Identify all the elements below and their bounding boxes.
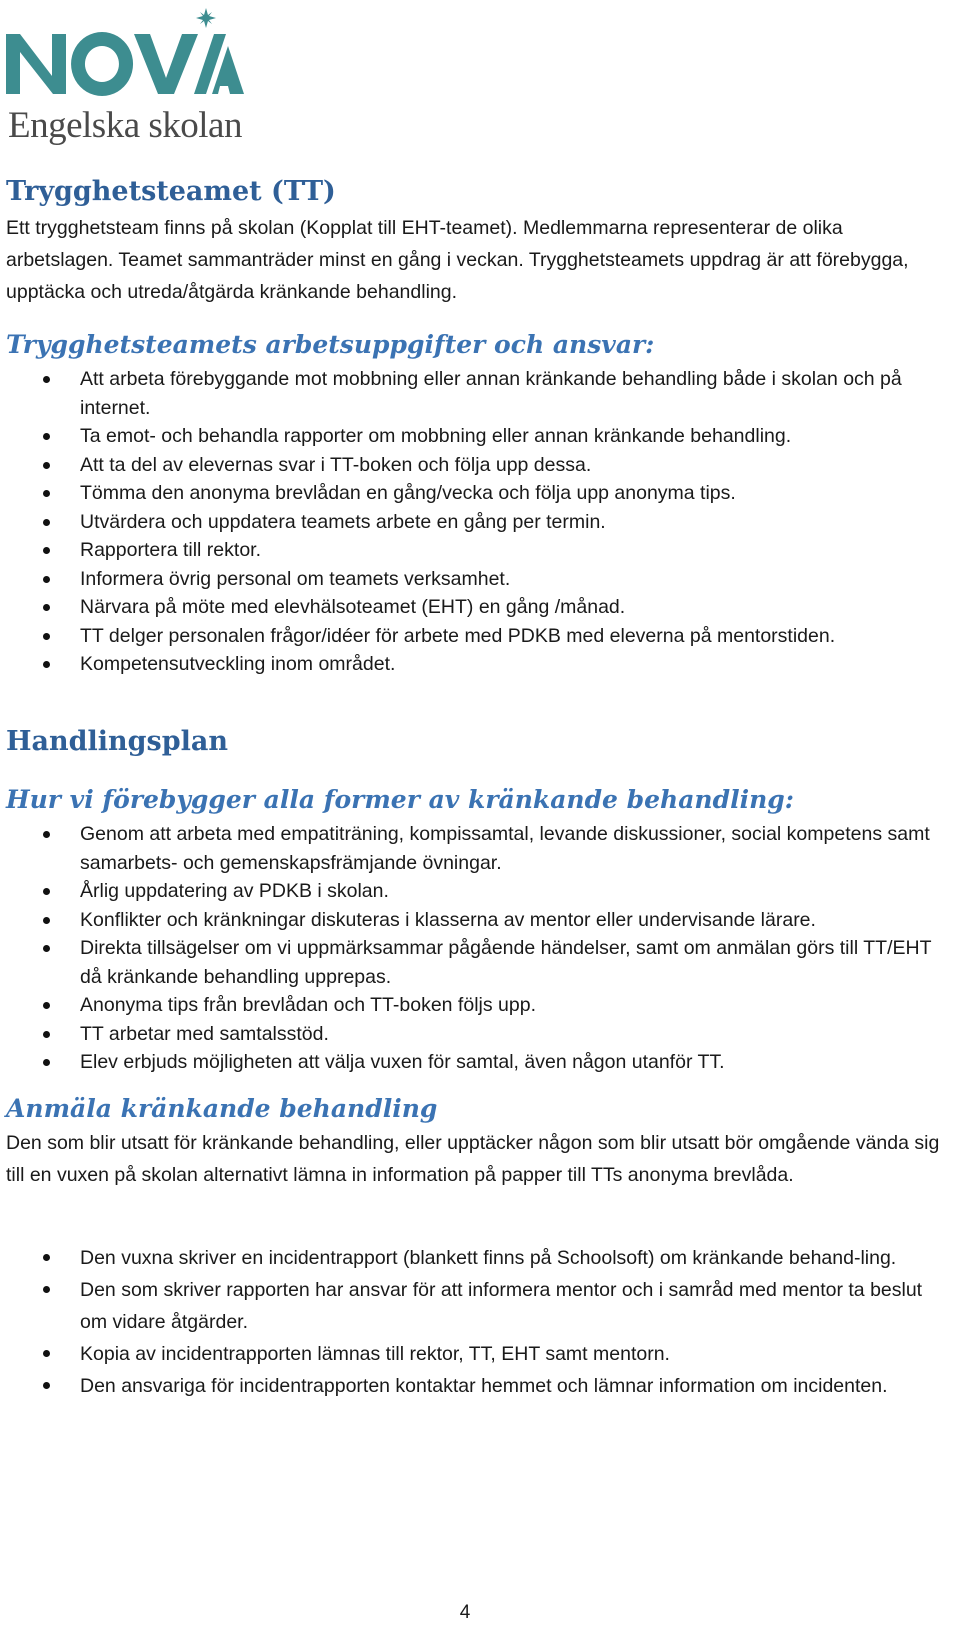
list-item: Utvärdera och uppdatera teamets arbete en gång per termin. [0,508,950,537]
list-item: Rapportera till rektor. [0,536,950,565]
novia-logo-mark [4,4,254,104]
list-item: Tömma den anonyma brevlådan en gång/vecka och följa upp anonyma tips. [0,479,950,508]
section-heading-prevention: Hur vi förebygger alla former av kränkande behandling: [6,785,794,814]
section-heading-report: Anmäla kränkande behandling [6,1094,438,1123]
section-heading-duties: Trygghetsteamets arbetsuppgifter och ansvar: [6,330,655,359]
list-item: Genom att arbeta med empatiträning, kompissamtal, levande diskussioner, social kompetens samt samarbets- och gemenskapsfrämjande övningar. [0,820,950,877]
list-item: Anonyma tips från brevlådan och TT-boken följs upp. [0,991,950,1020]
prevention-list [0,820,950,1077]
list-item: TT delger personalen frågor/idéer för arbete med PDKB med eleverna på mentorstiden. [0,622,950,651]
list-item: Närvara på möte med elevhälsoteamet (EHT) en gång /månad. [0,593,950,622]
list-item: Att ta del av elevernas svar i TT-boken och följa upp dessa. [0,451,950,480]
section-heading-tt: Trygghetsteamet (TT) [6,176,336,207]
list-item: Den vuxna skriver en incidentrapport (blankett finns på Schoolsoft) om kränkande behand-ling. [0,1242,950,1274]
tt-intro-paragraph: Ett trygghetsteam finns på skolan (Kopplat till EHT-teamet). Medlemmarna representerar de olika arbetslagen. Teamet sammanträder minst en gång i veckan. Trygghetsteamets uppdrag är att förebygga, upptäcka och utreda/åtgärda kränkande behandling. [6,217,909,303]
list-item: Direkta tillsägelser om vi uppmärksammar pågående händelser, samt om anmälan görs till TT/EHT då kränkande behandling upprepas. [0,934,950,991]
list-item: Informera övrig personal om teamets verksamhet. [0,565,950,594]
list-item: Att arbeta förebyggande mot mobbning eller annan kränkande behandling både i skolan och på internet. [0,365,950,422]
list-item: Den som skriver rapporten har ansvar för att informera mentor och i samråd med mentor ta beslut om vidare åtgärder. [0,1274,950,1338]
list-item: Den ansvariga för incidentrapporten kontaktar hemmet och lämnar information om incidenten. [0,1370,950,1402]
list-item: TT arbetar med samtalsstöd. [0,1020,950,1049]
list-item: Kopia av incidentrapporten lämnas till rektor, TT, EHT samt mentorn. [0,1338,950,1370]
section-heading-action-plan: Handlingsplan [6,726,228,757]
report-list [0,1242,950,1402]
report-paragraph: Den som blir utsatt för kränkande behandling, eller upptäcker någon som blir utsatt bör omgående vända sig till en vuxen på skolan alternativt lämna in information på papper till TTs anonyma brevlåda. [6,1132,940,1186]
list-item: Ta emot- och behandla rapporter om mobbning eller annan kränkande behandling. [0,422,950,451]
list-item: Elev erbjuds möjligheten att välja vuxen för samtal, även någon utanför TT. [0,1048,950,1077]
page-number: 4 [459,1602,471,1623]
duties-list [0,365,950,679]
list-item: Kompetensutveckling inom området. [0,650,950,679]
list-item: Konflikter och kränkningar diskuteras i klasserna av mentor eller undervisande lärare. [0,906,950,935]
novia-logo [4,4,254,146]
list-item: Årlig uppdatering av PDKB i skolan. [0,877,950,906]
logo-subtitle: Engelska skolan [8,105,242,146]
